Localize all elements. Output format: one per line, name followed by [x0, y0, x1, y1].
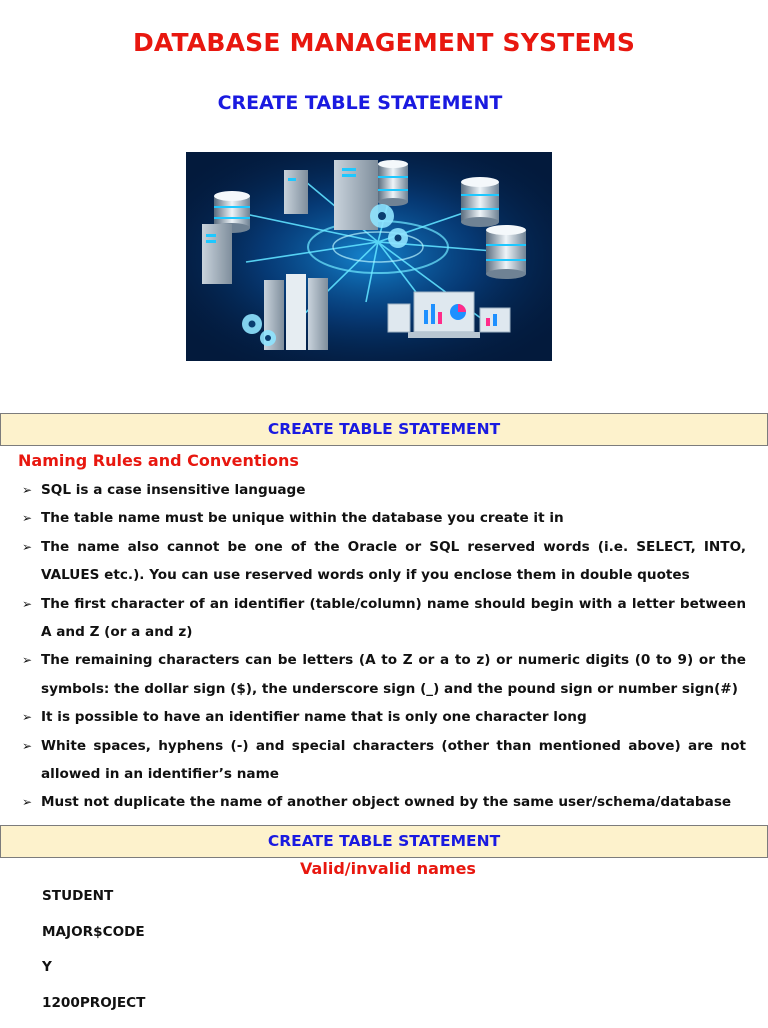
bullet-arrow-icon: ➢ [22, 788, 32, 816]
list-item [22, 476, 746, 504]
bullet-arrow-icon: ➢ [22, 646, 32, 674]
bullet-arrow-icon: ➢ [22, 476, 32, 504]
list-item [22, 788, 746, 816]
database-icon [461, 177, 499, 227]
naming-rules-heading: Naming Rules and Conventions [18, 451, 299, 470]
identifier-name: 1200PROJECT [42, 993, 145, 1028]
list-item [22, 732, 746, 789]
rule-text: SQL is a case insensitive language [41, 482, 306, 498]
rule-text: White spaces, hyphens (-) and special characters (other than mentioned above) are not allowed in an identifier’s name [41, 738, 746, 782]
rule-text: It is possible to have an identifier name that is only one character long [41, 709, 587, 725]
bullet-arrow-icon: ➢ [22, 504, 32, 532]
list-item [22, 703, 746, 731]
list-item [22, 590, 746, 647]
page-subtitle: CREATE TABLE STATEMENT [0, 92, 720, 114]
rule-text: The name also cannot be one of the Oracle or SQL reserved words (i.e. SELECT, INTO, VALUES etc.). You can use reserved words only if you enclose them in double quotes [41, 539, 746, 583]
bullet-arrow-icon: ➢ [22, 533, 32, 561]
section-bar: CREATE TABLE STATEMENT [0, 825, 768, 858]
bullet-arrow-icon: ➢ [22, 732, 32, 760]
list-item [22, 504, 746, 532]
rule-text: Must not duplicate the name of another object owned by the same user/schema/database [41, 794, 731, 810]
database-icon [486, 225, 526, 279]
laptop-icon [408, 292, 480, 338]
names-list [42, 886, 145, 1028]
bullet-arrow-icon: ➢ [22, 590, 32, 618]
rule-text: The remaining characters can be letters (A to Z or a to z) or numeric digits (0 to 9) or the symbols: the dollar sign ($), the underscore sign (_) and the pound sign or number sign(#) [41, 652, 746, 696]
list-item [22, 533, 746, 590]
section-bar: CREATE TABLE STATEMENT [0, 413, 768, 446]
rule-text: The table name must be unique within the database you create it in [41, 510, 564, 526]
valid-names-heading: Valid/invalid names [0, 859, 768, 878]
rules-list [22, 476, 746, 817]
database-icon [378, 160, 408, 206]
server-icon [202, 224, 232, 284]
server-icon [284, 170, 308, 214]
bullet-arrow-icon: ➢ [22, 703, 32, 731]
identifier-name: Y [42, 957, 145, 993]
rule-text: The first character of an identifier (table/column) name should begin with a letter between A and Z (or a and z) [41, 596, 746, 640]
database-network-illustration [186, 152, 552, 361]
identifier-name: MAJOR$CODE [42, 922, 145, 958]
list-item [22, 646, 746, 703]
hero-image [186, 152, 552, 361]
identifier-name: STUDENT [42, 886, 145, 922]
page-title: DATABASE MANAGEMENT SYSTEMS [0, 28, 768, 57]
